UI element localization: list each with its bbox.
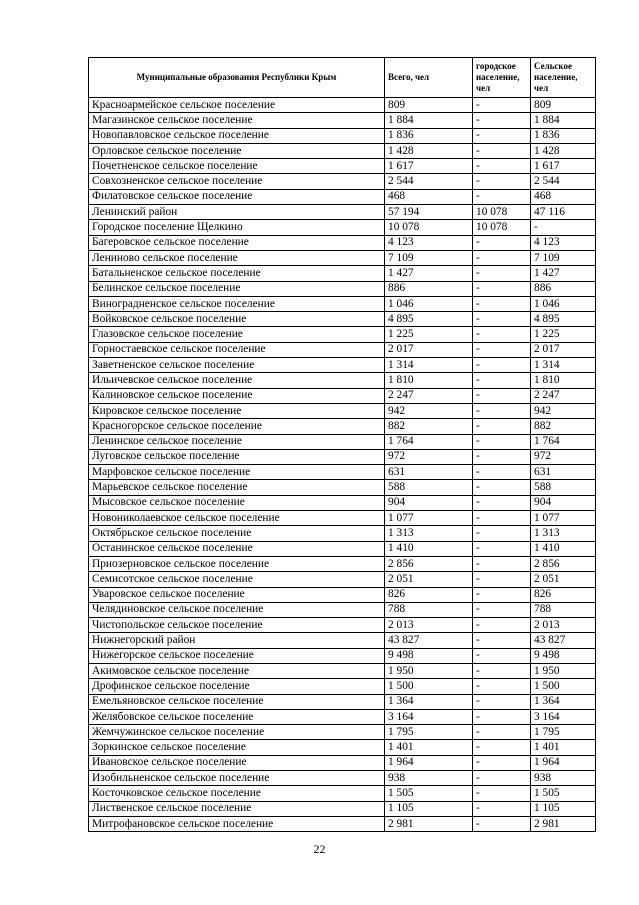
cell-municipality: Зоркинское сельское поселение — [89, 740, 385, 755]
table-row — [89, 358, 596, 373]
cell-urban: - — [473, 312, 531, 327]
cell-total: 1 764 — [385, 434, 473, 449]
cell-rural: 1 810 — [531, 373, 596, 388]
table-row — [89, 403, 596, 418]
cell-urban: - — [473, 266, 531, 281]
table-row — [89, 327, 596, 342]
cell-total: 938 — [385, 771, 473, 786]
cell-rural: 2 017 — [531, 342, 596, 357]
cell-urban: - — [473, 725, 531, 740]
cell-urban: - — [473, 663, 531, 678]
cell-urban: - — [473, 740, 531, 755]
cell-rural: 788 — [531, 602, 596, 617]
cell-municipality: Луговское сельское поселение — [89, 449, 385, 464]
table-row — [89, 419, 596, 434]
table-row — [89, 511, 596, 526]
cell-rural: 1 364 — [531, 694, 596, 709]
cell-urban: - — [473, 434, 531, 449]
cell-total: 1 314 — [385, 358, 473, 373]
cell-municipality: Войковское сельское поселение — [89, 312, 385, 327]
table-row — [89, 801, 596, 816]
cell-urban: - — [473, 143, 531, 158]
table-row — [89, 174, 596, 189]
cell-urban: - — [473, 358, 531, 373]
cell-municipality: Ленинский район — [89, 205, 385, 220]
cell-municipality: Нижегорское сельское поселение — [89, 648, 385, 663]
cell-rural: 1 077 — [531, 511, 596, 526]
table-row — [89, 541, 596, 556]
cell-total: 1 795 — [385, 725, 473, 740]
cell-municipality: Городское поселение Щелкино — [89, 220, 385, 235]
cell-municipality: Ивановское сельское поселение — [89, 755, 385, 770]
cell-total: 1 225 — [385, 327, 473, 342]
table-row — [89, 679, 596, 694]
header-total: Всего, чел — [385, 58, 473, 98]
cell-rural: 2 051 — [531, 572, 596, 587]
cell-rural: 588 — [531, 480, 596, 495]
cell-urban: - — [473, 541, 531, 556]
header-municipality: Муниципальные образования Республики Крым — [89, 58, 385, 98]
cell-urban: - — [473, 373, 531, 388]
cell-total: 631 — [385, 465, 473, 480]
cell-urban: - — [473, 709, 531, 724]
cell-rural: 1 505 — [531, 786, 596, 801]
header-urban: городское население, чел — [473, 58, 531, 98]
cell-urban: - — [473, 174, 531, 189]
cell-rural: 2 247 — [531, 388, 596, 403]
table-row — [89, 771, 596, 786]
cell-total: 468 — [385, 189, 473, 204]
cell-municipality: Виноградненское сельское поселение — [89, 296, 385, 311]
cell-municipality: Красногорское сельское поселение — [89, 419, 385, 434]
cell-rural: 1 428 — [531, 143, 596, 158]
cell-total: 1 410 — [385, 541, 473, 556]
cell-municipality: Багеровское сельское поселение — [89, 235, 385, 250]
table-row — [89, 342, 596, 357]
cell-rural: 886 — [531, 281, 596, 296]
cell-municipality: Почетненское сельское поселение — [89, 159, 385, 174]
cell-rural: 631 — [531, 465, 596, 480]
cell-urban: - — [473, 602, 531, 617]
cell-total: 882 — [385, 419, 473, 434]
cell-urban: 10 078 — [473, 205, 531, 220]
table-row — [89, 296, 596, 311]
cell-urban: - — [473, 403, 531, 418]
cell-municipality: Кировское сельское поселение — [89, 403, 385, 418]
cell-municipality: Акимовское сельское поселение — [89, 663, 385, 678]
table-row — [89, 480, 596, 495]
cell-municipality: Октябрьское сельское поселение — [89, 526, 385, 541]
table-row — [89, 618, 596, 633]
table-row — [89, 205, 596, 220]
cell-urban: - — [473, 250, 531, 265]
cell-rural: 47 116 — [531, 205, 596, 220]
cell-municipality: Приозерновское сельское поселение — [89, 556, 385, 571]
cell-total: 1 964 — [385, 755, 473, 770]
cell-municipality: Красноармейское сельское поселение — [89, 98, 385, 113]
table-row — [89, 755, 596, 770]
table-row — [89, 694, 596, 709]
cell-total: 3 164 — [385, 709, 473, 724]
cell-urban: - — [473, 633, 531, 648]
cell-total: 43 827 — [385, 633, 473, 648]
table-row — [89, 449, 596, 464]
cell-total: 1 077 — [385, 511, 473, 526]
cell-rural: 1 313 — [531, 526, 596, 541]
cell-rural: 1 950 — [531, 663, 596, 678]
cell-municipality: Новопавловское сельское поселение — [89, 128, 385, 143]
cell-rural: 1 795 — [531, 725, 596, 740]
cell-urban: - — [473, 801, 531, 816]
cell-rural: 1 884 — [531, 113, 596, 128]
cell-total: 1 617 — [385, 159, 473, 174]
table-row — [89, 786, 596, 801]
population-table — [88, 57, 596, 832]
cell-urban: - — [473, 679, 531, 694]
cell-rural: 1 500 — [531, 679, 596, 694]
cell-rural: - — [531, 220, 596, 235]
table-row — [89, 587, 596, 602]
cell-municipality: Уваровское сельское поселение — [89, 587, 385, 602]
cell-total: 1 810 — [385, 373, 473, 388]
cell-rural: 4 895 — [531, 312, 596, 327]
cell-municipality: Магазинское сельское поселение — [89, 113, 385, 128]
cell-municipality: Батальненское сельское поселение — [89, 266, 385, 281]
cell-total: 4 123 — [385, 235, 473, 250]
cell-rural: 4 123 — [531, 235, 596, 250]
cell-total: 972 — [385, 449, 473, 464]
cell-municipality: Семисотское сельское поселение — [89, 572, 385, 587]
header-rural: Сельское население, чел — [531, 58, 596, 98]
cell-total: 588 — [385, 480, 473, 495]
cell-total: 1 836 — [385, 128, 473, 143]
cell-total: 942 — [385, 403, 473, 418]
table-row — [89, 128, 596, 143]
cell-urban: - — [473, 495, 531, 510]
page-number: 22 — [313, 842, 326, 856]
cell-urban: - — [473, 786, 531, 801]
table-row — [89, 465, 596, 480]
cell-rural: 1 617 — [531, 159, 596, 174]
cell-municipality: Глазовское сельское поселение — [89, 327, 385, 342]
cell-total: 2 981 — [385, 816, 473, 831]
cell-municipality: Новониколаевское сельское поселение — [89, 511, 385, 526]
cell-rural: 826 — [531, 587, 596, 602]
cell-municipality: Совхозненское сельское поселение — [89, 174, 385, 189]
cell-total: 2 856 — [385, 556, 473, 571]
cell-total: 1 313 — [385, 526, 473, 541]
cell-urban: - — [473, 189, 531, 204]
table-row — [89, 572, 596, 587]
cell-rural: 2 981 — [531, 816, 596, 831]
cell-municipality: Ленинское сельское поселение — [89, 434, 385, 449]
cell-municipality: Горностаевское сельское поселение — [89, 342, 385, 357]
table-row — [89, 633, 596, 648]
cell-rural: 9 498 — [531, 648, 596, 663]
cell-municipality: Орловское сельское поселение — [89, 143, 385, 158]
table-row — [89, 281, 596, 296]
cell-municipality: Челядиновское сельское поселение — [89, 602, 385, 617]
table-row — [89, 526, 596, 541]
cell-rural: 1 105 — [531, 801, 596, 816]
cell-municipality: Лиственское сельское поселение — [89, 801, 385, 816]
table-row — [89, 725, 596, 740]
cell-rural: 7 109 — [531, 250, 596, 265]
cell-urban: - — [473, 388, 531, 403]
table-row — [89, 143, 596, 158]
cell-total: 2 017 — [385, 342, 473, 357]
cell-total: 886 — [385, 281, 473, 296]
cell-total: 2 544 — [385, 174, 473, 189]
cell-total: 1 105 — [385, 801, 473, 816]
cell-rural: 2 544 — [531, 174, 596, 189]
cell-total: 2 051 — [385, 572, 473, 587]
cell-urban: - — [473, 648, 531, 663]
cell-rural: 938 — [531, 771, 596, 786]
cell-urban: - — [473, 281, 531, 296]
table-row — [89, 434, 596, 449]
cell-urban: 10 078 — [473, 220, 531, 235]
cell-municipality: Желябовское сельское поселение — [89, 709, 385, 724]
cell-rural: 1 410 — [531, 541, 596, 556]
cell-rural: 1 046 — [531, 296, 596, 311]
table-row — [89, 113, 596, 128]
table-row — [89, 602, 596, 617]
table-row — [89, 495, 596, 510]
cell-municipality: Чистопольское сельское поселение — [89, 618, 385, 633]
cell-urban: - — [473, 771, 531, 786]
cell-municipality: Филатовское сельское поселение — [89, 189, 385, 204]
cell-rural: 2 856 — [531, 556, 596, 571]
table-row — [89, 709, 596, 724]
table-row — [89, 266, 596, 281]
cell-urban: - — [473, 556, 531, 571]
cell-municipality: Дрофинское сельское поселение — [89, 679, 385, 694]
cell-urban: - — [473, 128, 531, 143]
cell-municipality: Марьевское сельское поселение — [89, 480, 385, 495]
cell-municipality: Заветненское сельское поселение — [89, 358, 385, 373]
cell-urban: - — [473, 342, 531, 357]
cell-rural: 1 764 — [531, 434, 596, 449]
cell-urban: - — [473, 235, 531, 250]
cell-rural: 1 314 — [531, 358, 596, 373]
cell-urban: - — [473, 98, 531, 113]
cell-rural: 468 — [531, 189, 596, 204]
cell-total: 826 — [385, 587, 473, 602]
cell-total: 1 427 — [385, 266, 473, 281]
table-row — [89, 235, 596, 250]
cell-urban: - — [473, 587, 531, 602]
cell-rural: 972 — [531, 449, 596, 464]
cell-municipality: Жемчужинское сельское поселение — [89, 725, 385, 740]
cell-municipality: Лениново сельское поселение — [89, 250, 385, 265]
cell-municipality: Останинское сельское поселение — [89, 541, 385, 556]
cell-municipality: Белинское сельское поселение — [89, 281, 385, 296]
table-row — [89, 189, 596, 204]
cell-total: 1 364 — [385, 694, 473, 709]
cell-urban: - — [473, 511, 531, 526]
table-row — [89, 740, 596, 755]
cell-urban: - — [473, 694, 531, 709]
table-row — [89, 312, 596, 327]
cell-municipality: Митрофановское сельское поселение — [89, 816, 385, 831]
cell-total: 788 — [385, 602, 473, 617]
cell-urban: - — [473, 526, 531, 541]
cell-total: 1 428 — [385, 143, 473, 158]
cell-total: 809 — [385, 98, 473, 113]
cell-total: 57 194 — [385, 205, 473, 220]
table-row — [89, 816, 596, 831]
cell-municipality: Марфовское сельское поселение — [89, 465, 385, 480]
cell-total: 1 500 — [385, 679, 473, 694]
cell-urban: - — [473, 755, 531, 770]
cell-municipality: Мысовское сельское поселение — [89, 495, 385, 510]
cell-total: 1 046 — [385, 296, 473, 311]
cell-urban: - — [473, 327, 531, 342]
cell-urban: - — [473, 449, 531, 464]
cell-total: 1 505 — [385, 786, 473, 801]
cell-urban: - — [473, 159, 531, 174]
cell-urban: - — [473, 113, 531, 128]
table-row — [89, 663, 596, 678]
cell-rural: 809 — [531, 98, 596, 113]
cell-urban: - — [473, 480, 531, 495]
cell-rural: 1 225 — [531, 327, 596, 342]
table-row — [89, 250, 596, 265]
cell-rural: 904 — [531, 495, 596, 510]
cell-total: 2 247 — [385, 388, 473, 403]
table-row — [89, 98, 596, 113]
cell-municipality: Косточковское сельское поселение — [89, 786, 385, 801]
table-row — [89, 373, 596, 388]
table-body — [89, 98, 596, 832]
cell-rural: 942 — [531, 403, 596, 418]
cell-urban: - — [473, 572, 531, 587]
table-row — [89, 159, 596, 174]
cell-rural: 1 836 — [531, 128, 596, 143]
table-header — [89, 58, 596, 98]
cell-urban: - — [473, 296, 531, 311]
cell-urban: - — [473, 419, 531, 434]
cell-total: 10 078 — [385, 220, 473, 235]
table-row — [89, 388, 596, 403]
cell-rural: 2 013 — [531, 618, 596, 633]
cell-urban: - — [473, 816, 531, 831]
cell-total: 9 498 — [385, 648, 473, 663]
cell-rural: 43 827 — [531, 633, 596, 648]
cell-rural: 1 427 — [531, 266, 596, 281]
cell-total: 2 013 — [385, 618, 473, 633]
cell-rural: 1 964 — [531, 755, 596, 770]
cell-total: 4 895 — [385, 312, 473, 327]
cell-total: 7 109 — [385, 250, 473, 265]
cell-total: 1 950 — [385, 663, 473, 678]
cell-rural: 1 401 — [531, 740, 596, 755]
cell-municipality: Изобильненское сельское поселение — [89, 771, 385, 786]
cell-rural: 882 — [531, 419, 596, 434]
table-row — [89, 220, 596, 235]
cell-urban: - — [473, 618, 531, 633]
cell-municipality: Емельяновское сельское поселение — [89, 694, 385, 709]
cell-municipality: Нижнегорский район — [89, 633, 385, 648]
cell-urban: - — [473, 465, 531, 480]
cell-total: 1 884 — [385, 113, 473, 128]
cell-rural: 3 164 — [531, 709, 596, 724]
cell-total: 1 401 — [385, 740, 473, 755]
table-row — [89, 648, 596, 663]
table-row — [89, 556, 596, 571]
cell-municipality: Калиновское сельское поселение — [89, 388, 385, 403]
cell-total: 904 — [385, 495, 473, 510]
cell-municipality: Ильичевское сельское поселение — [89, 373, 385, 388]
